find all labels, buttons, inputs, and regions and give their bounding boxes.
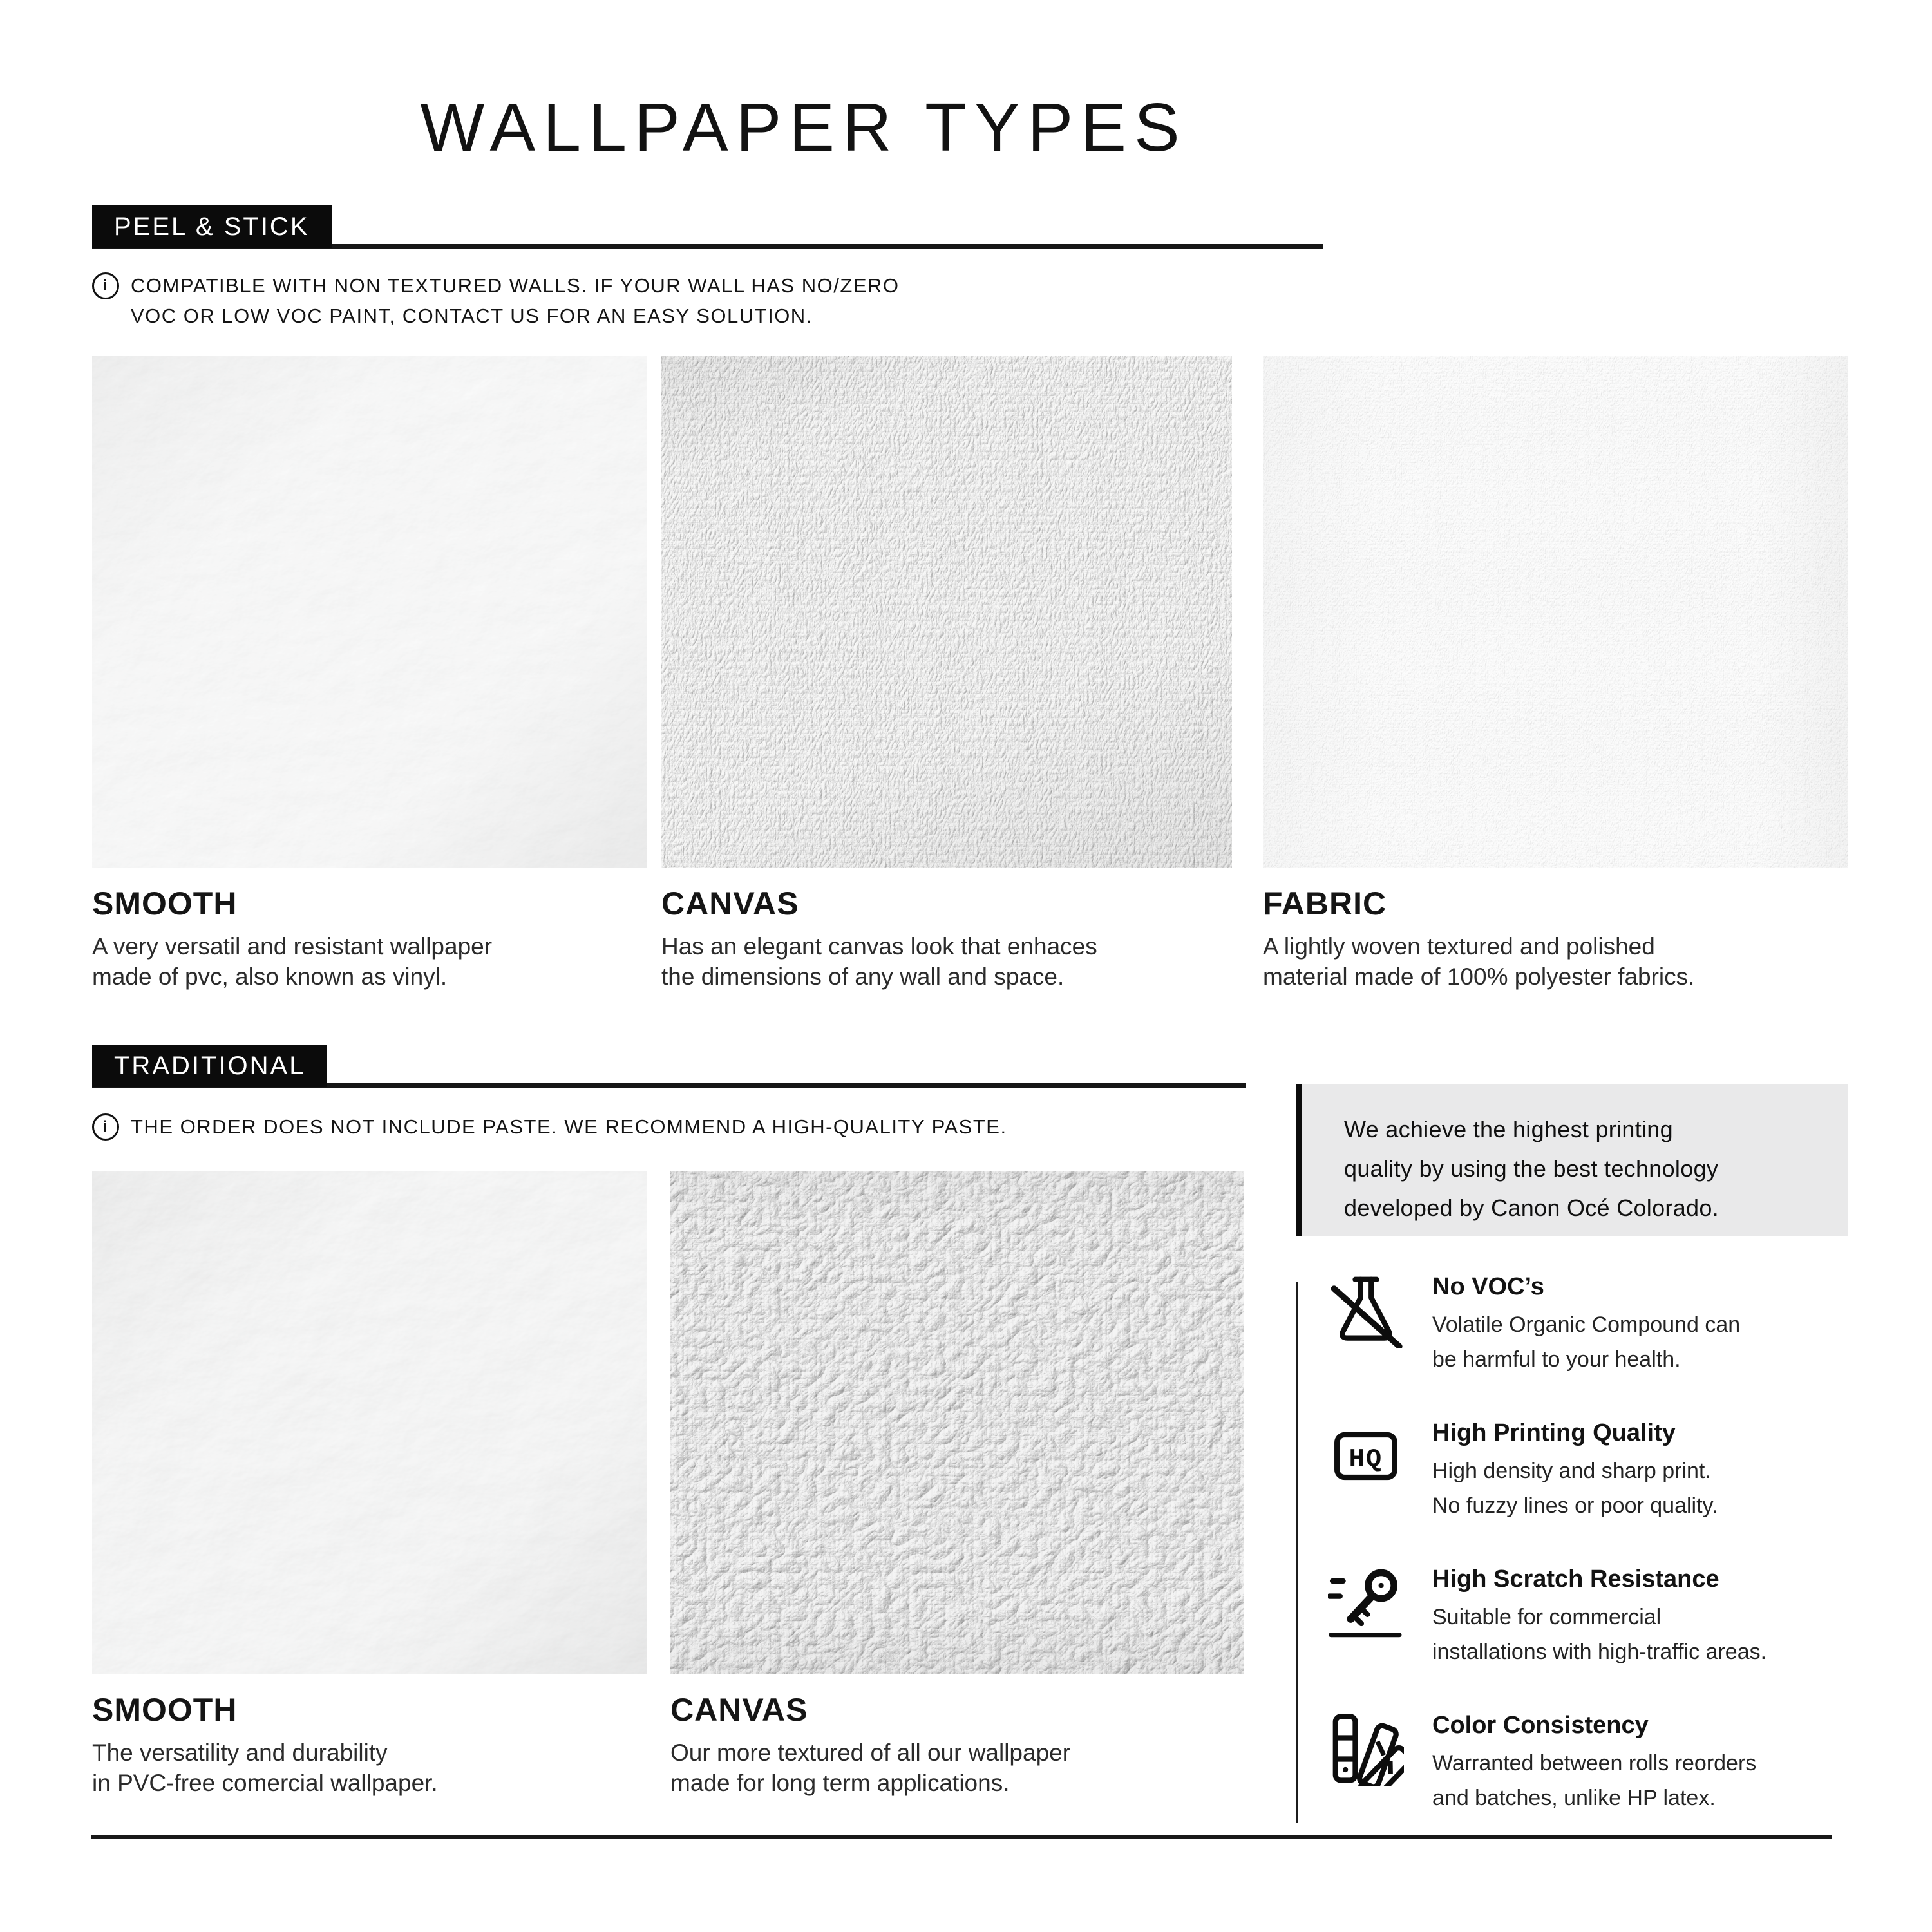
swatch-description-line: A lightly woven textured and polished xyxy=(1263,933,1655,960)
feature-text xyxy=(1432,1564,1766,1669)
hq-badge-icon xyxy=(1328,1418,1404,1494)
feature-title: High Printing Quality xyxy=(1432,1419,1676,1446)
callout-line: We achieve the highest printing xyxy=(1344,1116,1673,1142)
scratch-resistant-key-icon xyxy=(1328,1564,1404,1640)
feature-no-voc xyxy=(1328,1272,1848,1377)
photo-shading xyxy=(670,1171,1244,1674)
traditional-note xyxy=(92,1112,1007,1142)
swatch-description-line: made for long term applications. xyxy=(670,1770,1010,1796)
section-label-text: PEEL & STICK xyxy=(114,212,310,241)
feature-description-line: High density and sharp print. xyxy=(1432,1459,1711,1483)
printing-quality-callout xyxy=(1296,1084,1848,1236)
swatch-description-line: A very versatil and resistant wallpaper xyxy=(92,933,493,960)
swatch-title: SMOOTH xyxy=(92,886,238,922)
swatch-description-line: in PVC-free comercial wallpaper. xyxy=(92,1770,438,1796)
callout-line: developed by Canon Océ Colorado. xyxy=(1344,1195,1719,1221)
feature-description-line: Warranted between rolls reorders xyxy=(1432,1751,1757,1776)
feature-description-line: and batches, unlike HP latex. xyxy=(1432,1786,1716,1810)
feature-title: Color Consistency xyxy=(1432,1712,1649,1739)
coarse-canvas-texture-photo xyxy=(670,1171,1244,1674)
swatch-description xyxy=(92,1738,647,1798)
note-line: COMPATIBLE WITH NON TEXTURED WALLS. IF YOUR WALL HAS NO/ZERO xyxy=(131,274,900,297)
feature-description-line: Volatile Organic Compound can xyxy=(1432,1312,1741,1337)
photo-shading xyxy=(92,356,647,868)
smooth-texture-photo xyxy=(92,356,647,868)
features-list xyxy=(1296,1272,1848,1857)
swatch-title: FABRIC xyxy=(1263,886,1387,922)
feature-description xyxy=(1432,1307,1740,1377)
feature-text xyxy=(1432,1710,1756,1815)
feature-description-line: installations with high-traffic areas. xyxy=(1432,1640,1767,1664)
swatch-description-line: Has an elegant canvas look that enhaces xyxy=(661,933,1097,960)
peel-stick-note xyxy=(92,270,900,331)
feature-color-consistency xyxy=(1328,1710,1848,1815)
feature-description-line: Suitable for commercial xyxy=(1432,1605,1662,1629)
photo-shading xyxy=(661,356,1232,868)
swatch-description xyxy=(670,1738,1244,1798)
swatch-description-line: material made of 100% polyester fabrics. xyxy=(1263,963,1695,990)
feature-text xyxy=(1432,1272,1740,1377)
fabric-texture-photo xyxy=(1263,356,1848,868)
callout-line: quality by using the best technology xyxy=(1344,1155,1719,1182)
feature-description-line: be harmful to your health. xyxy=(1432,1347,1681,1372)
note-line: THE ORDER DOES NOT INCLUDE PASTE. WE RECOMMEND A HIGH-QUALITY PASTE. xyxy=(131,1115,1007,1138)
feature-description-line: No fuzzy lines or poor quality. xyxy=(1432,1493,1718,1518)
color-swatchbook-icon xyxy=(1328,1710,1404,1786)
feature-high-scratch-resistance xyxy=(1328,1564,1848,1669)
swatch-description xyxy=(661,931,1232,992)
swatch-description xyxy=(92,931,647,992)
feature-description xyxy=(1432,1746,1756,1815)
swatch-description-line: made of pvc, also known as vinyl. xyxy=(92,963,448,990)
canvas-texture-photo xyxy=(661,356,1232,868)
feature-title: High Scratch Resistance xyxy=(1432,1566,1719,1593)
swatch-title: CANVAS xyxy=(661,886,799,922)
feature-text xyxy=(1432,1418,1718,1523)
swatch-description-line: the dimensions of any wall and space. xyxy=(661,963,1065,990)
svg-text:HQ: HQ xyxy=(1349,1445,1383,1475)
page-bottom-rule xyxy=(91,1835,1832,1839)
smooth-texture-photo xyxy=(92,1171,647,1674)
feature-high-printing-quality xyxy=(1328,1418,1848,1523)
swatch-card-peel-fabric xyxy=(1263,356,1848,992)
swatch-description-line: Our more textured of all our wallpaper xyxy=(670,1739,1071,1766)
info-icon: i xyxy=(92,1113,119,1141)
swatch-card-traditional-smooth xyxy=(92,1171,647,1798)
photo-shading xyxy=(1263,356,1848,868)
photo-shading xyxy=(92,1171,647,1674)
swatch-title: SMOOTH xyxy=(92,1692,238,1728)
section-label-text: TRADITIONAL xyxy=(114,1051,306,1080)
page-title: WALLPAPER TYPES xyxy=(420,90,1188,166)
swatch-card-traditional-canvas xyxy=(670,1171,1244,1798)
swatch-description xyxy=(1263,931,1848,992)
swatch-card-peel-canvas xyxy=(661,356,1232,992)
note-line: VOC OR LOW VOC PAINT, CONTACT US FOR AN EASY SOLUTION. xyxy=(131,305,813,327)
swatch-description-line: The versatility and durability xyxy=(92,1739,388,1766)
swatch-title: CANVAS xyxy=(670,1692,808,1728)
section-label-traditional xyxy=(92,1045,327,1087)
swatch-card-peel-smooth xyxy=(92,356,647,992)
section-label-peel-and-stick xyxy=(92,205,332,248)
no-voc-flask-icon xyxy=(1328,1272,1404,1348)
feature-description xyxy=(1432,1454,1718,1523)
info-icon: i xyxy=(92,272,119,299)
feature-description xyxy=(1432,1600,1766,1669)
feature-title: No VOC’s xyxy=(1432,1273,1544,1300)
